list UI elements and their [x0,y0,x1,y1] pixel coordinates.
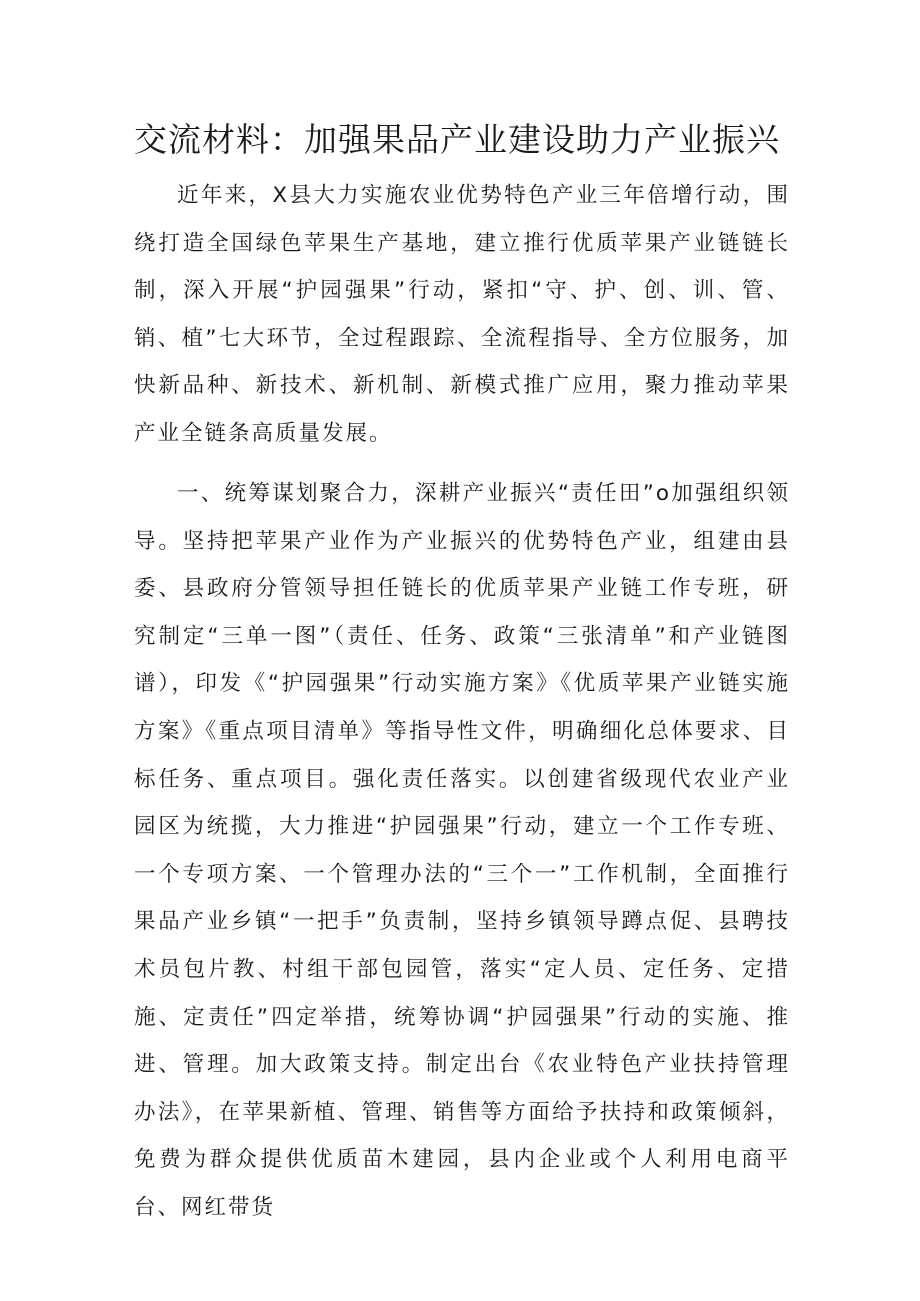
paragraph-section-one: 一、统筹谋划聚合力，深耕产业振兴“责任田”o加强组织领导。坚持把苹果产业作为产业振兴的优势特色产业，组建由县委、县政府分管领导担任链长的优质苹果产业链工作专班，研究制定“三单一图”（责任、任务、政策“三张清单”和产业链图谱），印发《“护园强果”行动实施方案》《优质苹果产业链实施方案》《重点项目清单》等指导性文件，明确细化总体要求、目标任务、重点项目。强化责任落实。以创建省级现代农业产业园区为统揽，大力推进“护园强果”行动，建立一个工作专班、一个专项方案、一个管理办法的“三个一”工作机制，全面推行果品产业乡镇“一把手”负责制，坚持乡镇领导蹲点促、县聘技术员包片教、村组干部包园管，落实“定人员、定任务、定措施、定责任”四定举措，统筹协调“护园强果”行动的实施、推进、管理。加大政策支持。制定出台《农业特色产业扶持管理办法》，在苹果新植、管理、销售等方面给予扶持和政策倾斜，免费为群众提供优质苗木建园，县内企业或个人利用电商平台、网红带货 [134,481,790,1220]
paragraph-intro: 近年来，X县大力实施农业优势特色产业三年倍增行动，围绕打造全国绿色苹果生产基地，建立推行优质苹果产业链链长制，深入开展“护园强果”行动，紧扣“守、护、创、训、管、销、植”七大环节，全过程跟踪、全流程指导、全方位服务，加快新品种、新技术、新机制、新模式推广应用，聚力推动苹果产业全链条高质量发展。 [134,183,790,446]
document-title: 交流材料：加强果品产业建设助力产业振兴 [134,120,780,159]
